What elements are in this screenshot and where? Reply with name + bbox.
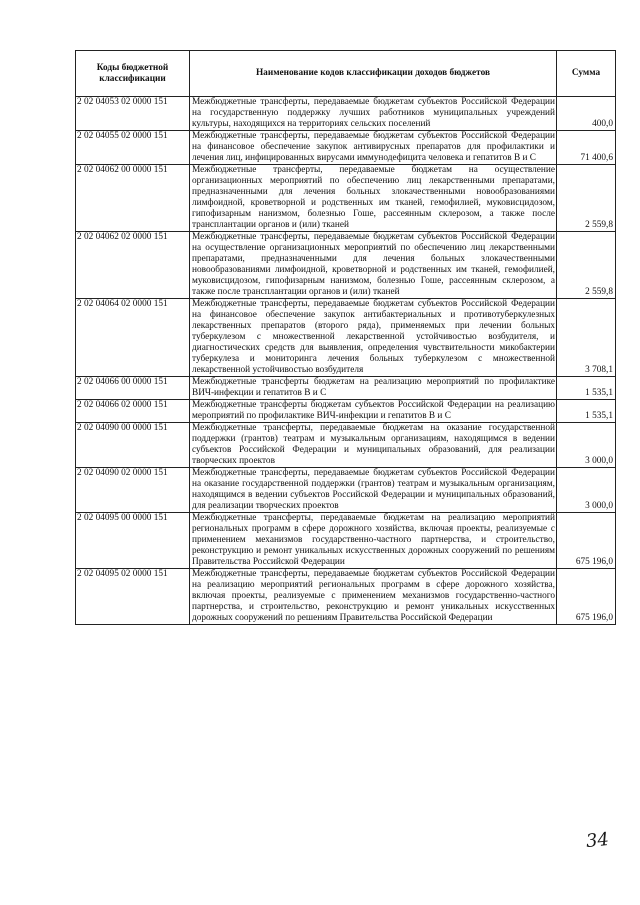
table-row <box>76 232 616 299</box>
name-cell: Межбюджетные трансферты бюджетам на реализацию мероприятий по профилактике ВИЧ-инфекции и гепатитов В и С <box>190 377 557 400</box>
table-row <box>76 468 616 513</box>
code-cell: 2 02 04055 02 0000 151 <box>76 131 190 165</box>
code-cell: 2 02 04062 00 0000 151 <box>76 165 190 232</box>
document-page <box>75 50 615 820</box>
code-cell: 2 02 04090 02 0000 151 <box>76 468 190 513</box>
table-row <box>76 423 616 468</box>
table-body <box>76 97 616 625</box>
sum-cell: 3 000,0 <box>557 468 616 513</box>
table-row <box>76 377 616 400</box>
sum-cell: 71 400,6 <box>557 131 616 165</box>
table-header-row <box>76 51 616 97</box>
code-cell: 2 02 04066 00 0000 151 <box>76 377 190 400</box>
name-cell: Межбюджетные трансферты бюджетам субъектов Российской Федерации на реализацию мероприятий по профилактике ВИЧ-инфекции и гепатитов В и С <box>190 400 557 423</box>
header-name: Наименование кодов классификации доходов бюджетов <box>190 51 557 97</box>
name-cell: Межбюджетные трансферты, передаваемые бюджетам на реализацию мероприятий региональных программ в сфере дорожного хозяйства, включая проекты, реализуемые с применением механизмов государственно-частного партнерства, и строительство, реконструкцию и ремонт уникальных искусственных дорожных сооружений по решениям Правительства Российской Федерации <box>190 513 557 569</box>
sum-cell: 675 196,0 <box>557 569 616 625</box>
table-row <box>76 400 616 423</box>
table-row <box>76 513 616 569</box>
name-cell: Межбюджетные трансферты, передаваемые бюджетам на оказание государственной поддержки (грантов) театрам и музыкальным организациям, находящимся в ведении субъектов Российской Федерации и муниципальных образований, для реализации творческих проектов <box>190 423 557 468</box>
sum-cell: 2 559,8 <box>557 232 616 299</box>
name-cell: Межбюджетные трансферты, передаваемые бюджетам субъектов Российской Федерации на финансовое обеспечение закупок антибактериальных и противотуберкулезных лекарственных препаратов (второго ряда), применяемых при лечении больных туберкулезом с множественной лекарственной устойчивостью возбудителя, и диагностических средств для выявления, определения чувствительности микобактерии туберкулеза и мониторинга лечения больных туберкулезом с множественной лекарственной устойчивостью возбудителя <box>190 299 557 377</box>
name-cell: Межбюджетные трансферты, передаваемые бюджетам субъектов Российской Федерации на финансовое обеспечение закупок антивирусных препаратов для профилактики и лечения лиц, инфицированных вирусами иммунодефицита человека и гепатитов В и С <box>190 131 557 165</box>
header-sum: Сумма <box>557 51 616 97</box>
code-cell: 2 02 04066 02 0000 151 <box>76 400 190 423</box>
table-row <box>76 569 616 625</box>
table-row <box>76 299 616 377</box>
budget-classification-table <box>75 50 616 625</box>
sum-cell: 1 535,1 <box>557 377 616 400</box>
sum-cell: 3 000,0 <box>557 423 616 468</box>
name-cell: Межбюджетные трансферты, передаваемые бюджетам на осуществление организационных мероприятий по обеспечению лиц лекарственными препаратами, предназначенными для лечения больных злокачественными новообразованиями лимфоидной, кроветворной и родственных им тканей, гемофилией, муковисцидозом, гипофизарным нанизмом, болезнью Гоше, рассеянным склерозом, а также после трансплантации органов и (или) тканей <box>190 165 557 232</box>
sum-cell: 675 196,0 <box>557 513 616 569</box>
code-cell: 2 02 04062 02 0000 151 <box>76 232 190 299</box>
code-cell: 2 02 04090 00 0000 151 <box>76 423 190 468</box>
handwritten-page-number: 34 <box>584 828 610 853</box>
code-cell: 2 02 04095 02 0000 151 <box>76 569 190 625</box>
code-cell: 2 02 04095 00 0000 151 <box>76 513 190 569</box>
code-cell: 2 02 04064 02 0000 151 <box>76 299 190 377</box>
table-row <box>76 97 616 131</box>
name-cell: Межбюджетные трансферты, передаваемые бюджетам субъектов Российской Федерации на оказание государственной поддержки (грантов) театрам и музыкальным организациям, находящимся в ведении субъектов Российской Федерации и муниципальных образований, для реализации творческих проектов <box>190 468 557 513</box>
sum-cell: 1 535,1 <box>557 400 616 423</box>
table-row <box>76 165 616 232</box>
sum-cell: 3 708,1 <box>557 299 616 377</box>
name-cell: Межбюджетные трансферты, передаваемые бюджетам субъектов Российской Федерации на осуществление организационных мероприятий по обеспечению лиц лекарственными препаратами, предназначенными для лечения больных злокачественными новообразованиями лимфоидной, кроветворной и родственных им тканей, гемофилией, муковисцидозом, гипофизарным нанизмом, болезнью Гоше, рассеянным склерозом, а также после трансплантации органов и (или) тканей <box>190 232 557 299</box>
name-cell: Межбюджетные трансферты, передаваемые бюджетам субъектов Российской Федерации на реализацию мероприятий региональных программ в сфере дорожного хозяйства, включая проекты, реализуемые с применением механизмов государственно-частного партнерства, и строительство, реконструкцию и ремонт уникальных искусственных дорожных сооружений по решениям Правительства Российской Федерации <box>190 569 557 625</box>
table-row <box>76 131 616 165</box>
header-code: Коды бюджетной классификации <box>76 51 190 97</box>
code-cell: 2 02 04053 02 0000 151 <box>76 97 190 131</box>
sum-cell: 2 559,8 <box>557 165 616 232</box>
sum-cell: 400,0 <box>557 97 616 131</box>
name-cell: Межбюджетные трансферты, передаваемые бюджетам субъектов Российской Федерации на государственную поддержку лучших работников муниципальных учреждений культуры, находящихся на территориях сельских поселений <box>190 97 557 131</box>
